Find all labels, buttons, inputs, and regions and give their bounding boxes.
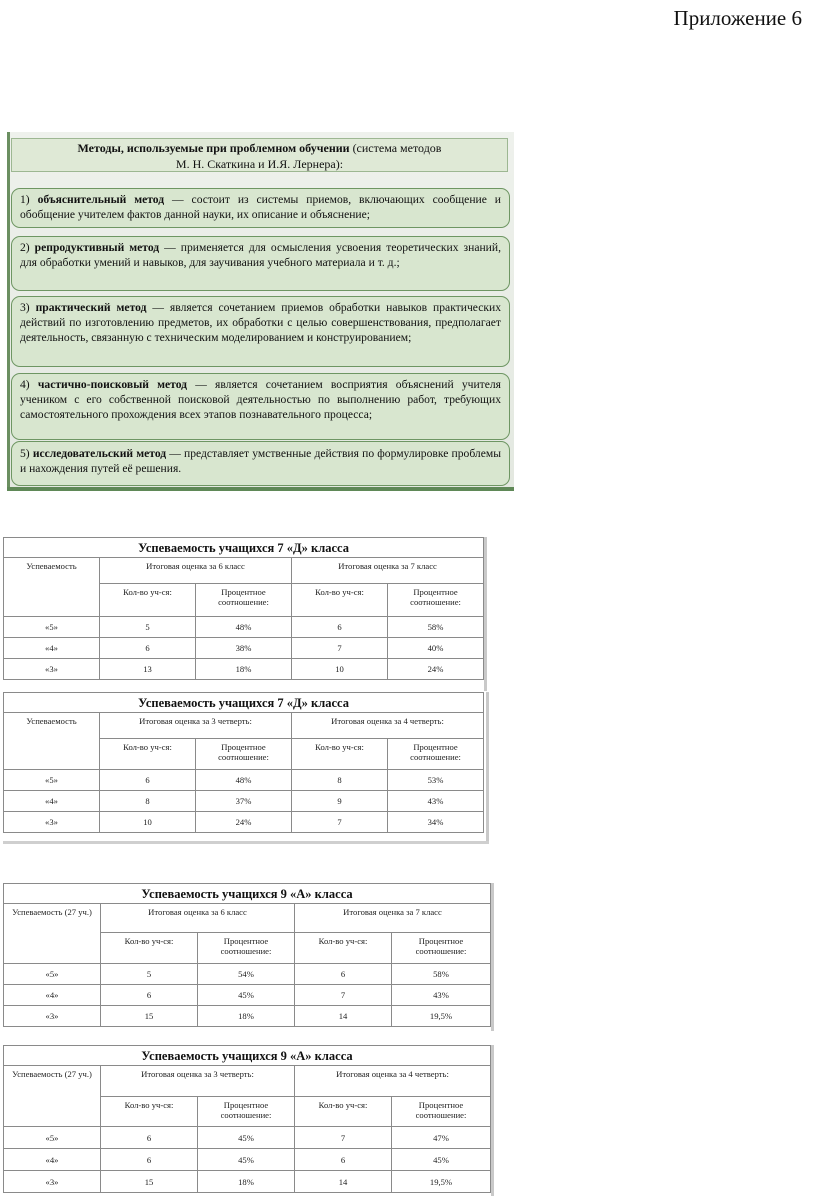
count-cell: 14: [295, 1006, 392, 1027]
percent-cell: 24%: [388, 659, 484, 680]
count-cell: 6: [101, 985, 198, 1006]
grades-table: [3, 692, 484, 833]
table-row: [4, 791, 484, 812]
percent-cell: 18%: [198, 1006, 295, 1027]
grade-column-header: Успеваемость: [4, 558, 100, 617]
method-term: практический метод: [35, 301, 147, 314]
percent-cell: 58%: [392, 964, 491, 985]
method-term: репродуктивный метод: [34, 241, 160, 254]
method-term: частично-поисковый метод: [37, 378, 188, 391]
count-cell: 6: [101, 1149, 198, 1171]
table-caption: Успеваемость учащихся 7 «Д» класса: [4, 538, 484, 558]
percent-cell: 38%: [196, 638, 292, 659]
percent-cell: 48%: [196, 770, 292, 791]
method-text: — представляет умственные действия по формулировке проблемы и нахождения путей её решения.: [20, 447, 501, 475]
percent-cell: 54%: [198, 964, 295, 985]
percent-cell: 37%: [196, 791, 292, 812]
percent-subheader: Процентное соотношение:: [196, 739, 292, 770]
table-edge: [484, 537, 487, 691]
percent-cell: 43%: [392, 985, 491, 1006]
count-subheader: Кол-во уч-ся:: [101, 933, 198, 964]
method-text: — является сочетанием приемов обработки навыков практических действий по изготовлению предметов, их обработки с целью совершенствования, предполагает деятельность, связанную с техническим моделированием и конструированием;: [20, 301, 501, 344]
table-row: [4, 964, 491, 985]
percent-cell: 24%: [196, 812, 292, 833]
count-subheader: Кол-во уч-ся:: [292, 739, 388, 770]
grade-cell: «4»: [4, 985, 101, 1006]
grade-column-header: Успеваемость (27 уч.): [4, 1066, 101, 1127]
count-subheader: Кол-во уч-ся:: [101, 1097, 198, 1127]
grade-column-header: Успеваемость (27 уч.): [4, 904, 101, 964]
count-cell: 8: [292, 770, 388, 791]
count-cell: 15: [101, 1006, 198, 1027]
method-item-practical: [11, 296, 510, 367]
count-subheader: Кол-во уч-ся:: [292, 584, 388, 617]
percent-cell: 45%: [198, 1149, 295, 1171]
method-num: 1): [20, 193, 38, 206]
grade-cell: «5»: [4, 617, 100, 638]
percent-subheader: Процентное соотношение:: [198, 1097, 295, 1127]
count-cell: 7: [292, 812, 388, 833]
count-subheader: Кол-во уч-ся:: [100, 584, 196, 617]
grades-table: [3, 1045, 491, 1193]
table-row: [4, 1171, 491, 1193]
count-cell: 7: [295, 985, 392, 1006]
methods-title-line2: М. Н. Скаткина и И.Я. Лернера):: [175, 157, 344, 171]
count-cell: 13: [100, 659, 196, 680]
percent-cell: 19,5%: [392, 1171, 491, 1193]
grades-table: [3, 883, 491, 1027]
count-cell: 14: [295, 1171, 392, 1193]
percent-cell: 45%: [392, 1149, 491, 1171]
grade-cell: «4»: [4, 791, 100, 812]
percent-subheader: Процентное соотношение:: [388, 584, 484, 617]
period1-header: Итоговая оценка за 3 четверть:: [100, 713, 292, 739]
method-text: — применяется для осмысления усвоения теоретических знаний, для обработки умений и навыков, для заучивания учебного материала и т. д.;: [20, 241, 501, 269]
table-row: [4, 985, 491, 1006]
method-term: исследовательский метод: [32, 447, 167, 460]
count-subheader: Кол-во уч-ся:: [100, 739, 196, 770]
methods-title: [11, 138, 508, 172]
grade-cell: «4»: [4, 638, 100, 659]
methods-title-bold: Методы, используемые при проблемном обучении: [77, 141, 350, 155]
count-cell: 7: [292, 638, 388, 659]
grades-table: [3, 537, 484, 680]
count-cell: 6: [100, 638, 196, 659]
table-row: [4, 659, 484, 680]
grades-table-9a-quarters: [3, 1045, 494, 1196]
table-row: [4, 617, 484, 638]
count-cell: 5: [101, 964, 198, 985]
method-num: 2): [20, 241, 35, 254]
percent-subheader: Процентное соотношение:: [392, 933, 491, 964]
percent-subheader: Процентное соотношение:: [198, 933, 295, 964]
appendix-label: Приложение 6: [673, 6, 802, 30]
percent-subheader: Процентное соотношение:: [392, 1097, 491, 1127]
table-row: [4, 770, 484, 791]
count-cell: 6: [295, 964, 392, 985]
table-row: [4, 1127, 491, 1149]
period1-header: Итоговая оценка за 6 класс: [101, 904, 295, 933]
grade-cell: «5»: [4, 770, 100, 791]
method-item-explanatory: [11, 188, 510, 228]
grade-cell: «3»: [4, 812, 100, 833]
period2-header: Итоговая оценка за 4 четверть:: [292, 713, 484, 739]
grade-cell: «3»: [4, 659, 100, 680]
table-edge: [486, 692, 489, 844]
methods-title-rest: (система методов: [349, 141, 442, 155]
grade-cell: «4»: [4, 1149, 101, 1171]
method-num: 4): [20, 378, 38, 391]
block-border-left: [7, 132, 10, 491]
count-cell: 10: [100, 812, 196, 833]
table-caption: Успеваемость учащихся 9 «А» класса: [4, 1046, 491, 1066]
block-border-bottom: [7, 487, 514, 491]
count-subheader: Кол-во уч-ся:: [295, 933, 392, 964]
percent-cell: 48%: [196, 617, 292, 638]
count-cell: 6: [292, 617, 388, 638]
percent-cell: 53%: [388, 770, 484, 791]
count-cell: 6: [100, 770, 196, 791]
period2-header: Итоговая оценка за 7 класс: [295, 904, 491, 933]
method-term: объяснительный метод: [37, 193, 165, 206]
table-caption: Успеваемость учащихся 7 «Д» класса: [4, 693, 484, 713]
grade-cell: «3»: [4, 1171, 101, 1193]
percent-cell: 45%: [198, 985, 295, 1006]
count-cell: 6: [295, 1149, 392, 1171]
table-row: [4, 812, 484, 833]
method-num: 5): [20, 447, 33, 460]
grade-cell: «5»: [4, 1127, 101, 1149]
period1-header: Итоговая оценка за 6 класс: [100, 558, 292, 584]
grade-column-header: Успеваемость: [4, 713, 100, 770]
percent-cell: 40%: [388, 638, 484, 659]
table-edge: [3, 841, 489, 844]
grade-cell: «5»: [4, 964, 101, 985]
grades-table-9a-year: [3, 883, 494, 1031]
percent-cell: 18%: [198, 1171, 295, 1193]
count-cell: 10: [292, 659, 388, 680]
percent-cell: 43%: [388, 791, 484, 812]
table-row: [4, 1006, 491, 1027]
percent-cell: 34%: [388, 812, 484, 833]
period2-header: Итоговая оценка за 4 четверть:: [295, 1066, 491, 1097]
grades-table-7d-year: [3, 537, 487, 691]
grade-cell: «3»: [4, 1006, 101, 1027]
grades-table-7d-quarters: [3, 692, 489, 844]
count-cell: 9: [292, 791, 388, 812]
percent-cell: 45%: [198, 1127, 295, 1149]
method-text: — является сочетанием восприятия объяснений учителя учеником с его собственной поисковой деятельностью по выполнению работ, требующих самостоятельного прохождения всех этапов познавательного процесса;: [20, 378, 502, 421]
method-num: 3): [20, 301, 36, 314]
table-row: [4, 638, 484, 659]
table-row: [4, 1149, 491, 1171]
percent-cell: 19,5%: [392, 1006, 491, 1027]
count-cell: 15: [101, 1171, 198, 1193]
period2-header: Итоговая оценка за 7 класс: [292, 558, 484, 584]
method-item-research: [11, 441, 510, 486]
percent-subheader: Процентное соотношение:: [196, 584, 292, 617]
method-item-partial-search: [11, 373, 510, 440]
table-edge: [491, 1045, 494, 1196]
count-cell: 6: [101, 1127, 198, 1149]
table-caption: Успеваемость учащихся 9 «А» класса: [4, 884, 491, 904]
percent-cell: 18%: [196, 659, 292, 680]
count-cell: 7: [295, 1127, 392, 1149]
period1-header: Итоговая оценка за 3 четверть:: [101, 1066, 295, 1097]
count-cell: 5: [100, 617, 196, 638]
method-text: — состоит из системы приемов, включающих сообщение и обобщение учителем фактов данной науки, их описание и объяснение;: [20, 193, 501, 221]
method-item-reproductive: [11, 236, 510, 291]
count-subheader: Кол-во уч-ся:: [295, 1097, 392, 1127]
methods-block: [7, 132, 514, 491]
table-edge: [491, 883, 494, 1031]
count-cell: 8: [100, 791, 196, 812]
percent-cell: 47%: [392, 1127, 491, 1149]
percent-subheader: Процентное соотношение:: [388, 739, 484, 770]
percent-cell: 58%: [388, 617, 484, 638]
